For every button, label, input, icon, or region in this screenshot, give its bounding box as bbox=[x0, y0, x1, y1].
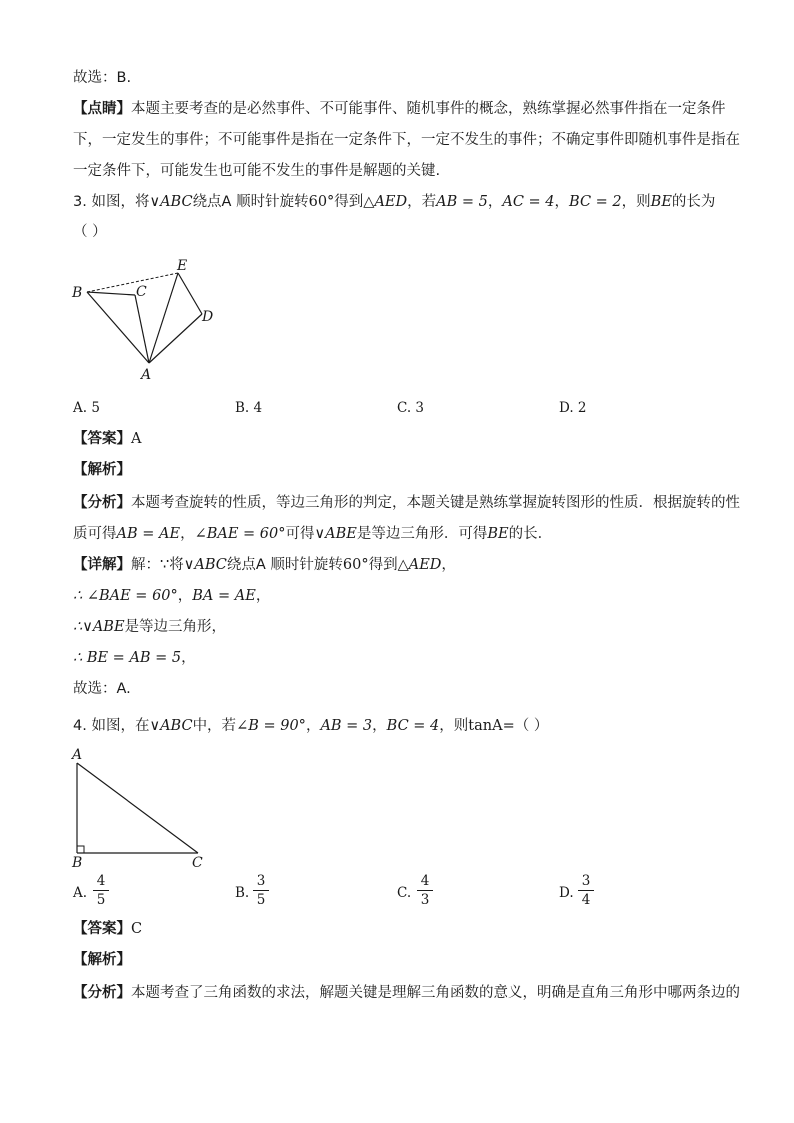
q3-option-a[interactable]: A. 5 bbox=[73, 400, 100, 416]
q3-xiangjie: 【详解】解：∵将∨ABC绕点A 顺时针旋转60°得到△AED， bbox=[73, 557, 456, 573]
q4-right-triangle-figure bbox=[62, 745, 212, 870]
label-A: A bbox=[72, 747, 83, 763]
label-D: D bbox=[202, 309, 214, 325]
document-page: 故选：B. 【点睛】本题主要考查的是必然事件、不可能事件、随机事件的概念，熟练掌握必然事件指在一定条件 下，一定发生的事件；不可能事件是指在一定条件下，一定不发生的事件；不确定事件即随机事件是指在 一定条件下，可能发生也可能不发生的事件是解题的关键. 3. 如图，将∨ABC绕点A 顺时针旋转60°得到△AED，若AB = 5，AC = 4，BC = 2，则BE的长为 （ ） B C E D A A. 5 B. 4 C. 3 D. 2 【答案】A 【解析】 【分析】本题考查旋转的性质，等边三角形的判定，本题关键是熟练掌握旋转图形的性质．根据旋转的性 质可得AB = AE，∠BAE = 60°可得∨ABE是等边三角形．可得BE的长． 【详解】解：∵将∨ABC绕点A 顺时针旋转60°得到△AED， ∴ ∠BAE = 60°，BA = AE， ∴∨ABE是等边三角形， ∴ BE = AB = 5， 故选：A. 4. 如图，在∨ABC中，若∠B = 90°，AB = 3，BC = 4，则tanA=（ ） A B C A. 4 5 B. 3 5 C. 4 3 D. 3 4 【答案】C 【解析】 【分析】本题考查了三角函数的求法，解题关键是理解三角函数的意义，明确是直角三角形中哪两条边的 bbox=[0, 0, 794, 1123]
q3-stem: 3. 如图，将∨ABC绕点A 顺时针旋转60°得到△AED，若AB = 5，AC = 4，BC = 2，则BE的长为 bbox=[73, 194, 716, 210]
label-E: E bbox=[177, 258, 188, 274]
q3-fenxi-1: 【分析】本题考查旋转的性质，等边三角形的判定，本题关键是熟练掌握旋转图形的性质．根据旋转的性 bbox=[73, 495, 740, 511]
fraction: 4 5 bbox=[93, 873, 109, 908]
q3-step-3: ∴ BE = AB = 5， bbox=[73, 650, 196, 666]
q4-answer: 【答案】C bbox=[73, 921, 143, 937]
q3-rotation-figure bbox=[60, 252, 230, 387]
q3-fenxi-2: 质可得AB = AE，∠BAE = 60°可得∨ABE是等边三角形．可得BE的长． bbox=[73, 526, 553, 542]
q3-paren: （ ） bbox=[73, 224, 107, 240]
dianjing-line-2: 下，一定发生的事件；不可能事件是指在一定条件下，一定不发生的事件；不确定事件即随机事件是指在 bbox=[73, 132, 740, 148]
q3-option-d[interactable]: D. 2 bbox=[559, 400, 587, 416]
label-B: B bbox=[72, 285, 83, 301]
q3-step-1: ∴ ∠BAE = 60°，BA = AE， bbox=[73, 588, 271, 604]
conclusion-prev: 故选：B. bbox=[73, 70, 132, 86]
fraction: 4 3 bbox=[417, 873, 433, 908]
label-C: C bbox=[136, 284, 147, 300]
q4-stem: 4. 如图，在∨ABC中，若∠B = 90°，AB = 3，BC = 4，则tanA=（ ） bbox=[73, 718, 549, 734]
q3-answer: 【答案】A bbox=[73, 431, 142, 447]
q3-jiexi: 【解析】 bbox=[73, 462, 131, 478]
label-B: B bbox=[72, 855, 83, 870]
q3-conclusion: 故选：A. bbox=[73, 681, 131, 697]
q4-fenxi-1: 【分析】本题考查了三角函数的求法，解题关键是理解三角函数的意义，明确是直角三角形中哪两条边的 bbox=[73, 985, 740, 1001]
fraction: 3 4 bbox=[578, 873, 594, 908]
dianjing-line-3: 一定条件下，可能发生也可能不发生的事件是解题的关键. bbox=[73, 163, 441, 179]
q3-option-b[interactable]: B. 4 bbox=[235, 400, 263, 416]
q3-option-c[interactable]: C. 3 bbox=[397, 400, 425, 416]
q4-jiexi: 【解析】 bbox=[73, 952, 131, 968]
dianjing-line-1: 【点睛】本题主要考查的是必然事件、不可能事件、随机事件的概念，熟练掌握必然事件指在一定条件 bbox=[73, 101, 726, 117]
fraction: 3 5 bbox=[253, 873, 269, 908]
label-C: C bbox=[192, 855, 203, 870]
label-A: A bbox=[141, 367, 152, 383]
q3-step-2: ∴∨ABE是等边三角形， bbox=[73, 619, 227, 635]
dianjing-tag: 【点睛】 bbox=[73, 101, 131, 117]
